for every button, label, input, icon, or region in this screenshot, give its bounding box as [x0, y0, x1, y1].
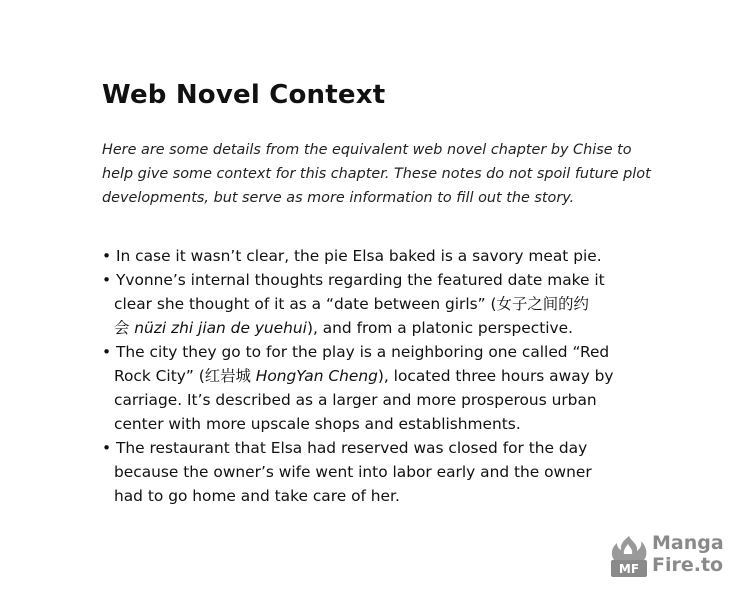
note-item: [102, 268, 682, 340]
note-item: [102, 436, 682, 508]
note-line: carriage. It’s described as a larger and more prosperous urban: [114, 391, 597, 409]
note-line: because the owner’s wife went into labor early and the owner: [114, 463, 592, 481]
notes-list: [102, 244, 682, 508]
note-line: center with more upscale shops and establishments.: [114, 415, 521, 433]
chinese-term: Rock City” (红岩城: [114, 367, 256, 385]
note-line-tail: ), located three hours away by: [377, 367, 614, 385]
note-line: clear she thought of it as a “date between girls” (女子之间的约: [114, 295, 589, 313]
note-line: • Yvonne’s internal thoughts regarding the featured date make it: [102, 271, 605, 289]
watermark-logo: [608, 532, 728, 580]
note-line: [102, 316, 682, 340]
intro-line: help give some context for this chapter. These notes do not spoil future plot: [102, 166, 651, 182]
intro-paragraph: [102, 138, 662, 210]
intro-line: Here are some details from the equivalent web novel chapter by Chise to: [102, 142, 632, 158]
note-item: [102, 244, 682, 268]
watermark-line-2: Fire.to: [652, 554, 724, 576]
chinese-term: 会: [114, 319, 135, 337]
note-line: • The restaurant that Elsa had reserved was closed for the day: [102, 439, 588, 457]
note-line: had to go home and take care of her.: [114, 487, 400, 505]
page-title: Web Novel Context: [102, 80, 386, 110]
flame-mf-logo-icon: [608, 534, 650, 578]
note-line: • In case it wasn’t clear, the pie Elsa baked is a savory meat pie.: [102, 247, 602, 265]
note-line: [102, 364, 682, 388]
pinyin-term: HongYan Cheng: [255, 367, 378, 385]
pinyin-term: nüzi zhi jian de yuehui: [134, 319, 307, 337]
svg-text:MF: MF: [618, 562, 640, 576]
intro-line: developments, but serve as more information to fill out the story.: [102, 190, 575, 206]
watermark-text: [652, 532, 724, 576]
note-line: • The city they go to for the play is a neighboring one called “Red: [102, 343, 610, 361]
note-line-tail: ), and from a platonic perspective.: [306, 319, 573, 337]
note-item: [102, 340, 682, 436]
watermark-line-1: Manga: [652, 532, 724, 554]
